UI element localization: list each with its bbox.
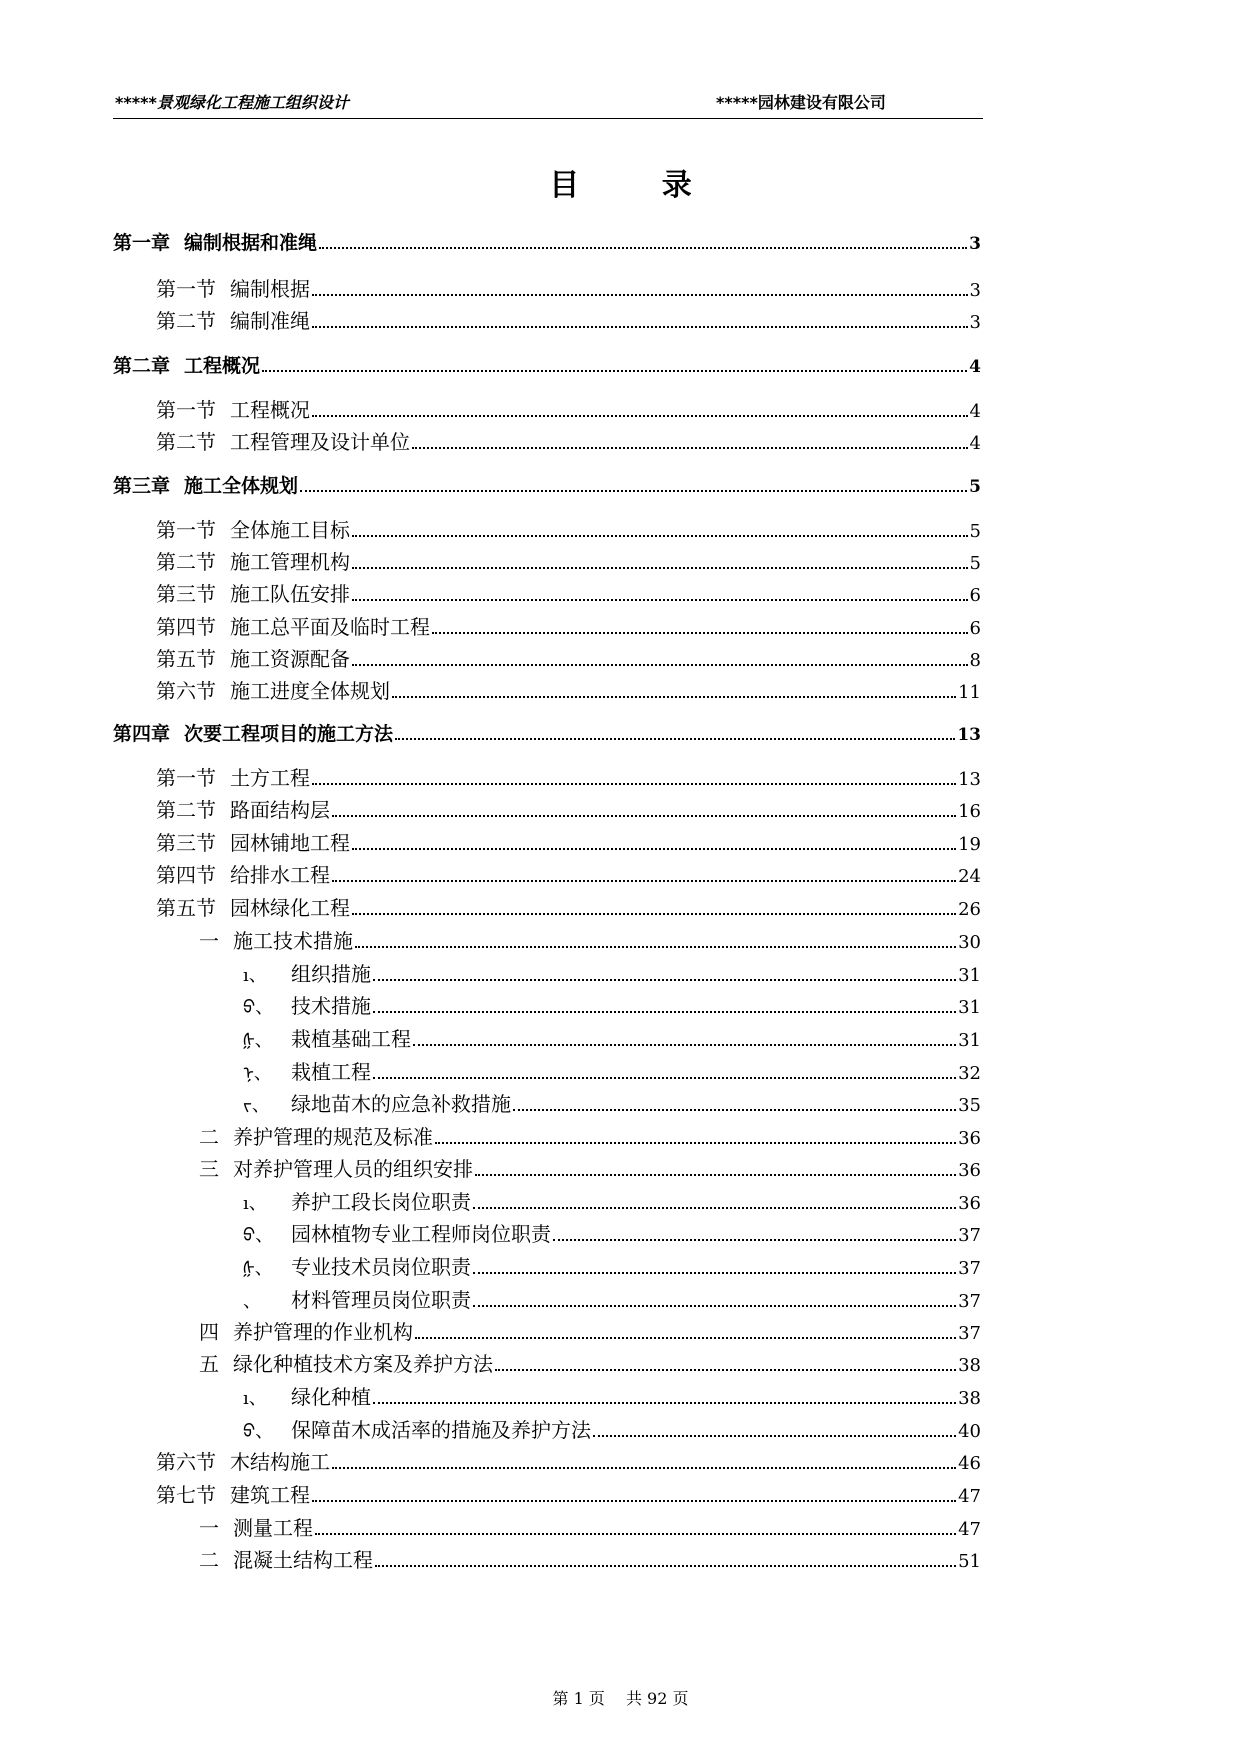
toc-page-number: 36: [958, 1160, 981, 1181]
toc-page-number: 46: [958, 1453, 981, 1474]
toc-entry-text: 施工资源配备: [230, 647, 350, 671]
toc-entry-text: 给排水工程: [230, 863, 330, 887]
dot-leader: [352, 664, 968, 666]
toc-entry-text: 绿地苗木的应急补救措施: [291, 1092, 511, 1116]
toc-entry-prefix: 、: [243, 1291, 261, 1312]
dot-leader: [495, 1369, 956, 1371]
toc-entry-text: 施工总平面及临时工程: [230, 615, 430, 639]
toc-entry-text: 土方工程: [230, 766, 310, 790]
toc-entry-prefix: 一: [199, 929, 219, 953]
toc-entry-prefix: 第四节: [156, 615, 216, 639]
toc-entry-prefix: 四: [199, 1320, 219, 1344]
toc-entry-text: 技术措施: [291, 994, 371, 1018]
toc-subsection-entry: [199, 1123, 981, 1151]
toc-entry-text: 施工技术措施: [233, 929, 353, 953]
dot-leader: [352, 599, 968, 601]
toc-entry-prefix: 第六节: [156, 679, 216, 703]
toc-entry-prefix: 第三章: [113, 475, 171, 497]
dot-leader: [315, 1533, 956, 1535]
toc-item-entry: [243, 1058, 981, 1086]
toc-page-number: 3: [969, 312, 981, 333]
dot-leader: [262, 370, 967, 372]
toc-entry-text: 栽植基础工程: [291, 1027, 411, 1051]
dot-leader: [412, 447, 968, 449]
toc-entry-text: 园林绿化工程: [230, 896, 350, 920]
dot-leader: [332, 1467, 956, 1469]
toc-entry-text: 工程管理及设计单位: [230, 430, 410, 454]
toc-page-number: 37: [958, 1291, 981, 1312]
toc-chapter-entry: [113, 472, 981, 500]
toc-entry-prefix: ᢒ、: [243, 997, 274, 1018]
toc-page-number: 36: [958, 1128, 981, 1149]
dot-leader: [352, 567, 968, 569]
toc-page-number: 19: [958, 834, 981, 855]
toc-section-entry: [156, 275, 981, 303]
dot-leader: [373, 1402, 956, 1404]
dot-leader: [373, 1077, 956, 1079]
toc-entry-prefix: 第一节: [156, 398, 216, 422]
dot-leader: [319, 247, 967, 249]
toc-page-number: 5: [969, 477, 981, 497]
toc-entry-prefix: 二: [199, 1548, 219, 1572]
dot-leader: [593, 1435, 956, 1437]
toc-page-number: 3: [969, 280, 981, 301]
toc-entry-text: 全体施工目标: [230, 518, 350, 542]
toc-entry-prefix: ᢔ、: [243, 1258, 273, 1279]
toc-page-number: 36: [958, 1193, 981, 1214]
toc-section-entry: [156, 307, 981, 335]
toc-title: 目 录: [549, 168, 728, 203]
toc-entry-text: 园林铺地工程: [230, 831, 350, 855]
dot-leader: [473, 1305, 956, 1307]
toc-page-number: 35: [958, 1095, 981, 1116]
footer-page-total: 共 92 页: [625, 1689, 689, 1708]
toc-item-entry: [243, 1286, 981, 1314]
toc-entry-text: 施工管理机构: [230, 550, 350, 574]
toc-entry-text: 保障苗木成活率的措施及养护方法: [291, 1418, 591, 1442]
toc-entry-text: 施工进度全体规划: [230, 679, 390, 703]
toc-page-number: 32: [958, 1063, 981, 1084]
toc-entry-prefix: 第三节: [156, 831, 216, 855]
toc-section-entry: [156, 861, 981, 889]
toc-section-entry: [156, 548, 981, 576]
toc-entry-text: 工程概况: [184, 355, 261, 377]
dot-leader: [435, 1142, 956, 1144]
toc-chapter-entry: [113, 720, 981, 748]
dot-leader: [373, 979, 956, 981]
toc-subsection-entry: [199, 927, 981, 955]
toc-entry-prefix: ᢒ、: [243, 1225, 274, 1246]
dot-leader: [475, 1174, 956, 1176]
page-footer: [0, 1686, 1241, 1709]
dot-leader: [513, 1109, 956, 1111]
toc-entry-text: 施工全体规划: [184, 475, 299, 497]
dot-leader: [473, 1272, 956, 1274]
toc-subsection-entry: [199, 1514, 981, 1542]
toc-entry-text: 测量工程: [233, 1516, 313, 1540]
toc-item-entry: [243, 960, 981, 988]
dot-leader: [312, 783, 956, 785]
dot-leader: [355, 946, 956, 948]
toc-entry-prefix: 第一节: [156, 518, 216, 542]
toc-entry-prefix: 第一节: [156, 277, 216, 301]
dot-leader: [312, 294, 968, 296]
dot-leader: [352, 848, 956, 850]
toc-entry-prefix: 第二章: [113, 355, 171, 377]
toc-page-number: 37: [958, 1323, 981, 1344]
toc-entry-prefix: 三: [199, 1157, 219, 1181]
toc-entry-prefix: 第一节: [156, 766, 216, 790]
toc-entry-prefix: ᢒ、: [243, 1421, 274, 1442]
toc-page-number: 6: [969, 618, 981, 639]
toc-entry-prefix: 第四章: [113, 723, 171, 745]
toc-page-number: 4: [969, 401, 981, 422]
toc-entry-prefix: 第七节: [156, 1483, 216, 1507]
toc-section-entry: [156, 894, 981, 922]
dot-leader: [312, 1500, 956, 1502]
toc-page-number: 26: [958, 899, 981, 920]
dot-leader: [392, 696, 956, 698]
toc-item-entry: [243, 1416, 981, 1444]
toc-section-entry: [156, 677, 981, 705]
dot-leader: [332, 815, 956, 817]
toc-chapter-entry: [113, 229, 981, 257]
toc-page-number: 51: [958, 1551, 981, 1572]
toc-page-number: 3: [969, 234, 981, 254]
dot-leader: [415, 1337, 956, 1339]
toc-entry-prefix: 第四节: [156, 863, 216, 887]
toc-page-number: 13: [957, 725, 981, 745]
toc-section-entry: [156, 829, 981, 857]
toc-entry-text: 混凝土结构工程: [233, 1548, 373, 1572]
toc-entry-text: 编制准绳: [230, 309, 310, 333]
toc-subsection-entry: [199, 1155, 981, 1183]
toc-section-entry: [156, 764, 981, 792]
toc-entry-text: 材料管理员岗位职责: [291, 1288, 471, 1312]
toc-entry-prefix: 第二节: [156, 430, 216, 454]
toc-entry-text: 编制根据: [230, 277, 310, 301]
toc-entry-prefix: 第二节: [156, 309, 216, 333]
toc-item-entry: [243, 992, 981, 1020]
toc-entry-prefix: 第一章: [113, 232, 171, 254]
toc-entry-prefix: 五: [199, 1352, 219, 1376]
dot-leader: [352, 913, 956, 915]
toc-page-number: 16: [958, 801, 981, 822]
toc-entry-prefix: 第五节: [156, 647, 216, 671]
dot-leader: [375, 1565, 956, 1567]
dot-leader: [553, 1239, 956, 1241]
toc-entry-text: 栽植工程: [291, 1060, 371, 1084]
dot-leader: [312, 415, 968, 417]
toc-subsection-entry: [199, 1350, 981, 1378]
toc-page-number: 31: [958, 965, 981, 986]
toc-item-entry: [243, 1188, 981, 1216]
toc-page-number: 31: [958, 1030, 981, 1051]
dot-leader: [373, 1011, 956, 1013]
dot-leader: [300, 490, 967, 492]
toc-page-number: 24: [958, 866, 981, 887]
footer-page-number: 第 1 页: [552, 1689, 605, 1708]
toc-entry-text: 编制根据和准绳: [184, 232, 318, 254]
toc-entry-text: 专业技术员岗位职责: [291, 1255, 471, 1279]
toc-entry-text: 绿化种植: [291, 1385, 371, 1409]
toc-page-number: 6: [969, 585, 981, 606]
dot-leader: [432, 632, 968, 634]
toc-entry-text: 组织措施: [291, 962, 371, 986]
toc-entry-prefix: 第三节: [156, 582, 216, 606]
toc-entry-text: 工程概况: [230, 398, 310, 422]
toc-entry-prefix: ı、: [243, 965, 267, 986]
toc-item-entry: [243, 1220, 981, 1248]
toc-entry-prefix: ı、: [243, 1193, 267, 1214]
toc-entry-prefix: 一: [199, 1516, 219, 1540]
toc-entry-prefix: ᢔ、: [243, 1030, 273, 1051]
toc-section-entry: [156, 1481, 981, 1509]
toc-item-entry: [243, 1253, 981, 1281]
toc-entry-text: 园林植物专业工程师岗位职责: [291, 1222, 551, 1246]
toc-page-number: 47: [958, 1486, 981, 1507]
toc-page-number: 11: [958, 682, 981, 703]
toc-page-number: 30: [958, 932, 981, 953]
toc-entry-prefix: 第二节: [156, 550, 216, 574]
toc-page-number: 37: [958, 1225, 981, 1246]
toc-section-entry: [156, 428, 981, 456]
toc-entry-text: 路面结构层: [230, 798, 330, 822]
toc-section-entry: [156, 516, 981, 544]
toc-section-entry: [156, 396, 981, 424]
dot-leader: [332, 880, 956, 882]
dot-leader: [352, 535, 968, 537]
toc-page-number: 40: [958, 1421, 981, 1442]
header-company-name: *****园林建设有限公司: [716, 93, 886, 112]
toc-page-number: 47: [958, 1519, 981, 1540]
toc-entry-text: 施工队伍安排: [230, 582, 350, 606]
toc-entry-prefix: 第五节: [156, 896, 216, 920]
toc-page-number: 38: [958, 1388, 981, 1409]
dot-leader: [413, 1044, 956, 1046]
toc-entry-prefix: ı、: [243, 1388, 267, 1409]
toc-entry-prefix: ᠵ、: [243, 1095, 270, 1116]
toc-page-number: 5: [969, 553, 981, 574]
toc-item-entry: [243, 1090, 981, 1118]
toc-subsection-entry: [199, 1318, 981, 1346]
toc-page-number: 13: [958, 769, 981, 790]
toc-item-entry: [243, 1025, 981, 1053]
toc-page-number: 37: [958, 1258, 981, 1279]
toc-entry-text: 次要工程项目的施工方法: [184, 723, 394, 745]
dot-leader: [395, 738, 955, 740]
toc-entry-text: 对养护管理人员的组织安排: [233, 1157, 473, 1181]
toc-entry-text: 养护管理的作业机构: [233, 1320, 413, 1344]
toc-section-entry: [156, 613, 981, 641]
toc-entry-prefix: 第六节: [156, 1450, 216, 1474]
header-project-title: *****景观绿化工程施工组织设计: [115, 93, 349, 112]
toc-section-entry: [156, 1448, 981, 1476]
toc-page-number: 4: [969, 357, 981, 377]
dot-leader: [312, 326, 968, 328]
toc-page-number: 31: [958, 997, 981, 1018]
toc-entry-prefix: 第二节: [156, 798, 216, 822]
toc-page-number: 38: [958, 1355, 981, 1376]
toc-entry-text: 养护工段长岗位职责: [291, 1190, 471, 1214]
toc-section-entry: [156, 645, 981, 673]
toc-entry-text: 木结构施工: [230, 1450, 330, 1474]
toc-entry-text: 养护管理的规范及标准: [233, 1125, 433, 1149]
toc-entry-prefix: 二: [199, 1125, 219, 1149]
toc-entry-text: 建筑工程: [230, 1483, 310, 1507]
toc-section-entry: [156, 580, 981, 608]
toc-section-entry: [156, 796, 981, 824]
toc-subsection-entry: [199, 1546, 981, 1574]
toc-item-entry: [243, 1383, 981, 1411]
toc-entry-text: 绿化种植技术方案及养护方法: [233, 1352, 493, 1376]
toc-page-number: 8: [969, 650, 981, 671]
toc-page-number: 5: [969, 521, 981, 542]
toc-page-number: 4: [969, 433, 981, 454]
toc-chapter-entry: [113, 352, 981, 380]
toc-entry-prefix: ᠨ、: [243, 1063, 272, 1084]
dot-leader: [473, 1207, 956, 1209]
